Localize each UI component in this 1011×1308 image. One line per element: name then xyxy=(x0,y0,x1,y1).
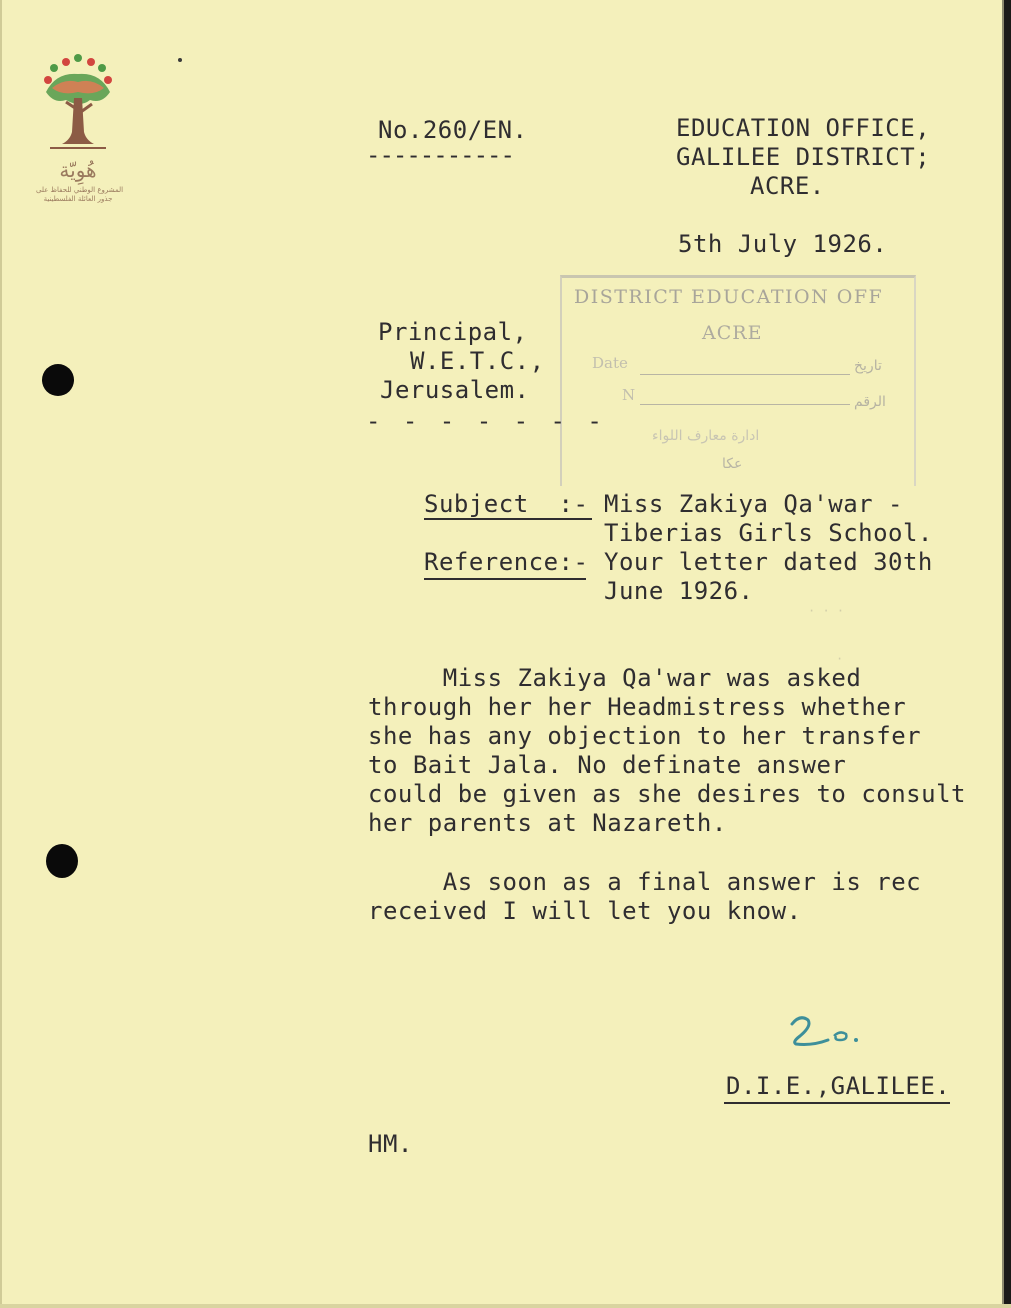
faint-mark: · xyxy=(836,652,844,666)
reference-line-2: June 1926. xyxy=(604,577,754,605)
sender-line-3: ACRE. xyxy=(750,172,825,200)
reference-label: Reference:- xyxy=(424,548,589,576)
received-stamp xyxy=(560,275,916,486)
stamp-date-label-ar: تاريخ xyxy=(854,358,882,374)
page-edge-bottom xyxy=(0,1304,1011,1308)
body-line: she has any objection to her transfer xyxy=(368,722,922,750)
subject-line-2: Tiberias Girls School. xyxy=(604,519,933,547)
reference-number: No.260/EN. xyxy=(378,116,528,144)
recipient-line-1: Principal, xyxy=(378,318,528,346)
reference-underline xyxy=(424,578,586,580)
signature-underline xyxy=(724,1102,950,1104)
stamp-date-label: Date xyxy=(592,354,628,372)
logo-caption-2: جذور العائلة الفلسطينية xyxy=(43,195,113,203)
logo-name: هُوِيّة xyxy=(59,158,97,182)
handwritten-initials xyxy=(786,1012,866,1052)
stamp-mark-ar: عكا xyxy=(722,456,743,472)
punch-hole-top xyxy=(42,364,74,396)
typist-initials: HM. xyxy=(368,1130,413,1158)
body-line: received I will let you know. xyxy=(368,897,802,925)
logo-caption-1: المشروع الوطني للحفاظ على xyxy=(36,186,124,194)
page-edge-right xyxy=(1004,0,1011,1308)
sender-line-2: GALILEE DISTRICT; xyxy=(676,143,931,171)
stamp-city: ACRE xyxy=(702,322,763,344)
body-line: As soon as a final answer is rec xyxy=(368,868,922,896)
punch-hole-bottom xyxy=(46,844,78,878)
body-line: Miss Zakiya Qa'war was asked xyxy=(368,664,862,692)
reference-divider: ----------- xyxy=(366,141,514,169)
stamp-no-label: N xyxy=(622,386,636,404)
recipient-divider: - - - - - - - xyxy=(366,407,606,435)
page-edge-left xyxy=(0,0,2,1308)
letter-date: 5th July 1926. xyxy=(678,230,888,258)
subject-label: Subject :- xyxy=(424,490,589,518)
recipient-line-3: Jerusalem. xyxy=(380,376,530,404)
reference-line-1: Your letter dated 30th xyxy=(604,548,933,576)
archive-logo xyxy=(36,52,124,216)
subject-underline xyxy=(424,518,592,520)
stamp-no-label-ar: الرقم xyxy=(854,394,886,410)
stamp-no-line xyxy=(640,404,850,405)
body-line: her parents at Nazareth. xyxy=(368,809,727,837)
subject-line-1: Miss Zakiya Qa'war - xyxy=(604,490,903,518)
speck xyxy=(178,58,182,62)
faint-mark: · · · xyxy=(808,604,845,618)
stamp-date-line xyxy=(640,374,850,375)
signature-title: D.I.E.,GALILEE. xyxy=(726,1072,951,1100)
sender-line-1: EDUCATION OFFICE, xyxy=(676,114,931,142)
body-line: through her her Headmistress whether xyxy=(368,693,907,721)
family-tree-icon xyxy=(36,52,120,152)
body-line: could be given as she desires to consult xyxy=(368,780,966,808)
body-line: to Bait Jala. No definate answer xyxy=(368,751,847,779)
stamp-footer-ar: ادارة معارف اللواء xyxy=(652,428,760,444)
stamp-title: DISTRICT EDUCATION OFF xyxy=(574,286,884,308)
recipient-line-2: W.E.T.C., xyxy=(410,347,545,375)
